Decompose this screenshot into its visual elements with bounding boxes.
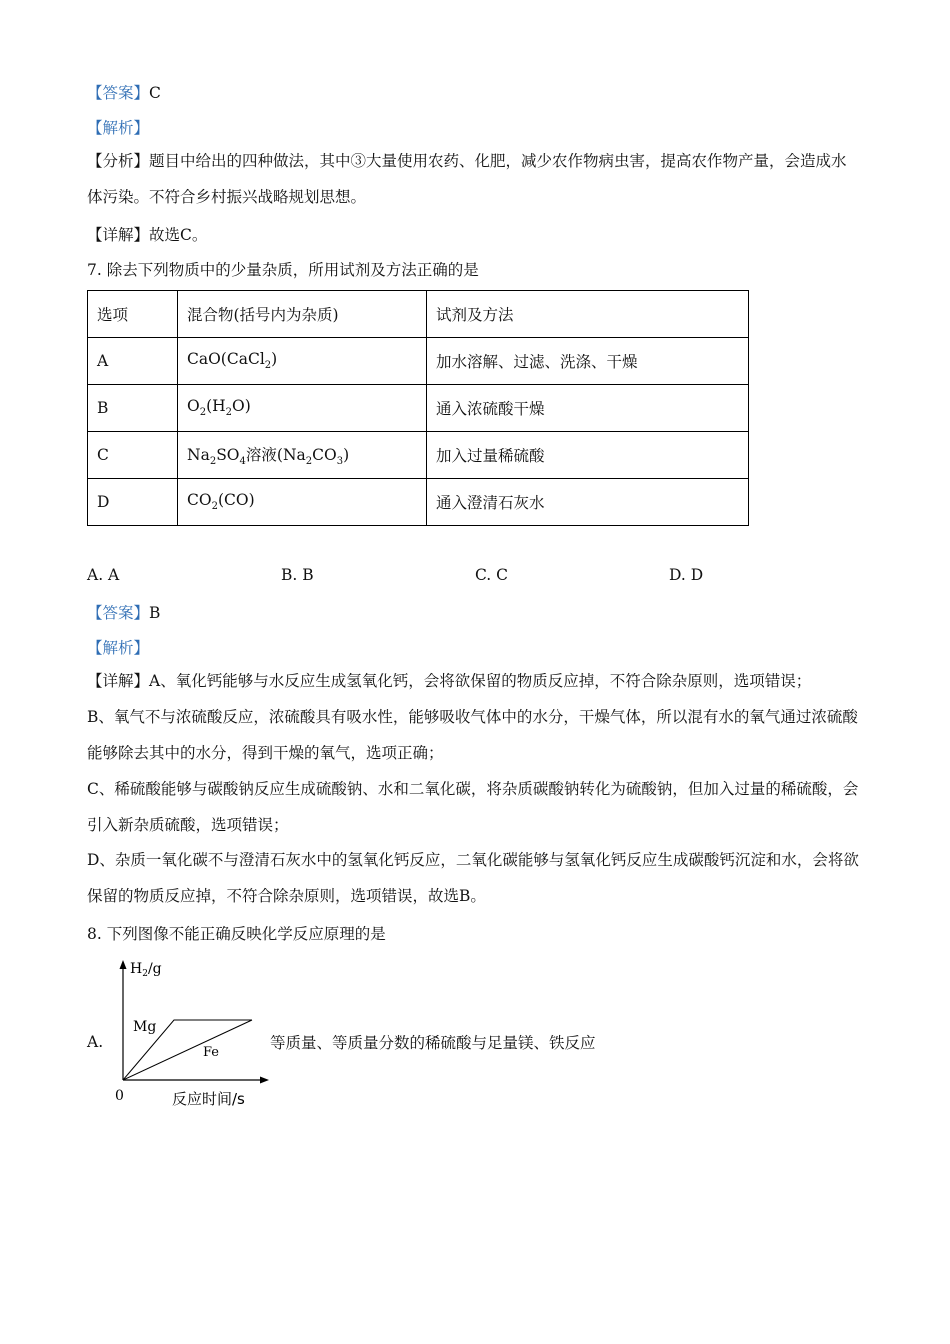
header-option: 选项	[88, 291, 178, 338]
row-method: 通入澄清石灰水	[427, 479, 749, 526]
detail-tag: 【详解】	[87, 672, 150, 690]
answer-value: C	[149, 84, 161, 102]
choice-a: A. A	[87, 566, 120, 584]
answer-tag: 【答案】	[87, 84, 150, 102]
row-mixture: $O_2(H_2O)$	[178, 385, 427, 432]
option-a-caption: 等质量、等质量分数的稀硫酸与足量镁、铁反应	[270, 1034, 596, 1052]
detail-text: 故选C。	[149, 226, 208, 244]
x-axis-arrow-icon	[260, 1077, 269, 1084]
header-mixture: 混合物(括号内为杂质)	[178, 291, 427, 338]
row-mixture: CaO(CaCl$_2$)	[178, 338, 427, 385]
row-mixture: $CO_2(CO)$	[178, 479, 427, 526]
choice-b: B. B	[281, 566, 314, 584]
table-row	[88, 432, 749, 479]
table-row	[88, 385, 749, 432]
q7-answer	[87, 601, 160, 623]
fenxi-tag: 【分析】	[87, 152, 150, 170]
x-axis-label: 反应时间/s	[172, 1090, 245, 1108]
row-method: 加入过量稀硫酸	[427, 432, 749, 479]
q7-analysis-tag: 【解析】	[87, 639, 150, 657]
series-label-fe: Fe	[203, 1045, 220, 1060]
answer-value: B	[149, 604, 161, 622]
row-option: A	[88, 338, 178, 385]
choice-c: C. C	[475, 566, 509, 584]
fenxi-text: 题目中给出的四种做法，其中③大量使用农药、化肥，减少农作物病虫害，提高农作物产量，会造成水体污染。不符合乡村振兴战略规划思想。	[87, 152, 847, 206]
q7-question: 7. 除去下列物质中的少量杂质，所用试剂及方法正确的是	[87, 261, 479, 279]
origin-label: 0	[115, 1088, 124, 1104]
q6-answer	[87, 81, 161, 103]
choice-d: D. D	[669, 566, 704, 584]
q7-detail-c: C、稀硫酸能够与碳酸钠反应生成硫酸钠、水和二氧化碳，将杂质碳酸钠转化为硫酸钠，但加入过量的稀硫酸，会引入新杂质硫酸，选项错误；	[87, 780, 859, 834]
row-option: C	[88, 432, 178, 479]
table-row	[88, 338, 749, 385]
y-axis-arrow-icon	[120, 960, 127, 969]
row-mixture: $Na_2SO_4$溶液$(Na_2CO_3)$	[178, 432, 427, 479]
q7-detail-b: B、氧气不与浓硫酸反应，浓硫酸具有吸水性，能够吸收气体中的水分，干燥气体，所以混有水的氧气通过浓硫酸能够除去其中的水分，得到干燥的氧气，选项正确；	[87, 708, 858, 762]
detail-a-text: A、氧化钙能够与水反应生成氢氧化钙，会将欲保留的物质反应掉，不符合除杂原则，选项错误；	[149, 672, 812, 690]
q6-fenxi	[87, 143, 862, 215]
table-row	[88, 479, 749, 526]
table-header-row	[88, 291, 749, 338]
header-method: 试剂及方法	[427, 291, 749, 338]
q7-detail-a	[87, 663, 862, 699]
row-method: 通入浓硫酸干燥	[427, 385, 749, 432]
y-axis-label: $H_2/g$	[130, 961, 162, 979]
q6-detail	[87, 223, 207, 245]
q8-question: 8. 下列图像不能正确反映化学反应原理的是	[87, 925, 386, 943]
q7-table	[87, 290, 749, 526]
q6-analysis-tag: 【解析】	[87, 119, 150, 137]
series-label-mg: Mg	[133, 1019, 157, 1035]
detail-tag: 【详解】	[87, 226, 150, 244]
q7-detail-d: D、杂质一氧化碳不与澄清石灰水中的氢氧化钙反应，二氧化碳能够与氢氧化钙反应生成碳酸钙沉淀和水，会将欲保留的物质反应掉，不符合除杂原则，选项错误，故选B。	[87, 851, 859, 905]
row-method: 加水溶解、过滤、洗涤、干燥	[427, 338, 749, 385]
h2-time-graph	[110, 955, 270, 1110]
answer-tag: 【答案】	[87, 604, 150, 622]
row-option: B	[88, 385, 178, 432]
row-option: D	[88, 479, 178, 526]
option-a-label: A.	[87, 1033, 104, 1051]
